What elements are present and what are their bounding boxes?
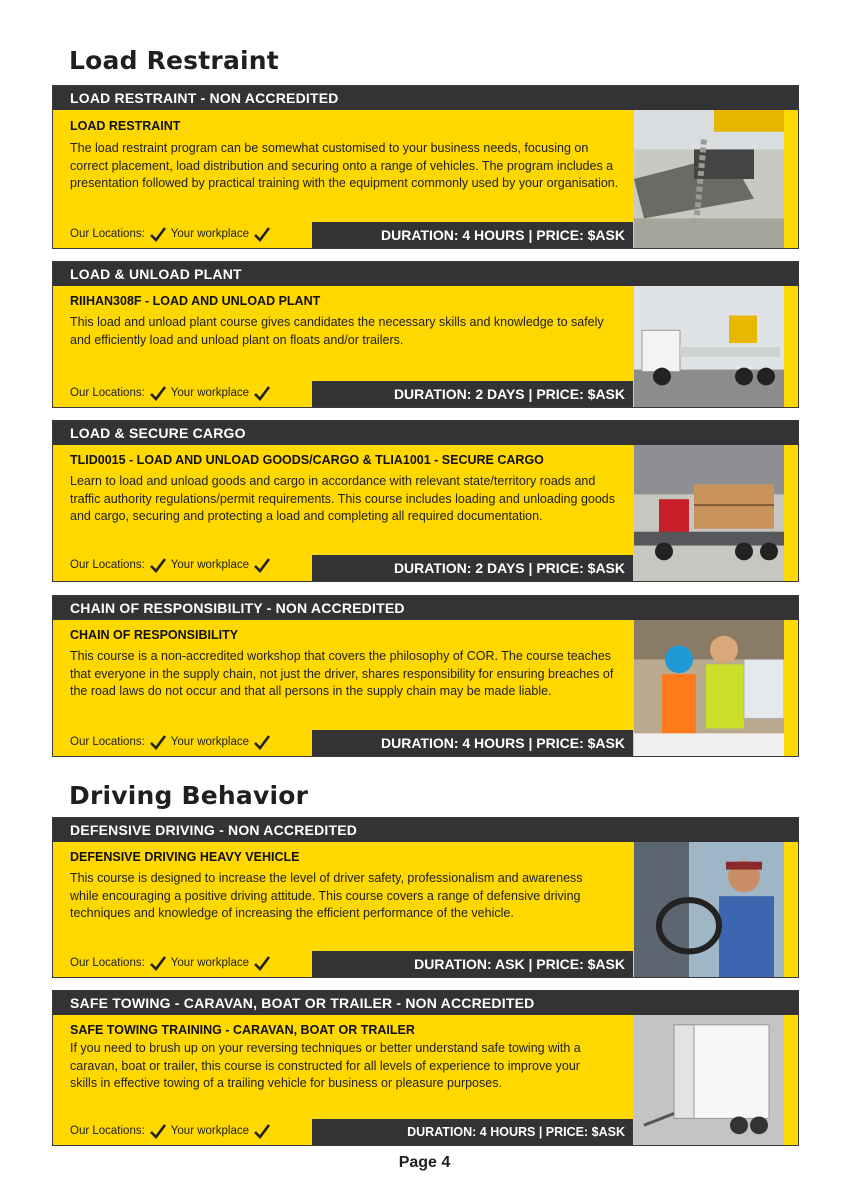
duration-price-text: DURATION: 4 HOURS | PRICE: $ASK — [380, 735, 625, 751]
course-description: Learn to load and unload goods and cargo in accordance with relevant state/territory roads and traffic authority regulations/permit requirements. This course includes loading and unloading goods and cargo, securing and protecting a load and completing all required documentation. — [70, 474, 615, 524]
checkmark-icon — [149, 734, 167, 750]
card-header: DEFENSIVE DRIVING - NON ACCREDITED — [53, 818, 798, 842]
accent-strip — [785, 286, 798, 407]
enclosed-trailer-photo — [634, 1015, 784, 1145]
truck-driver-photo — [634, 842, 784, 977]
locations-row — [70, 955, 271, 971]
checkmark-icon — [149, 1123, 167, 1139]
accent-strip — [785, 1015, 798, 1145]
checkmark-icon — [253, 1123, 271, 1139]
duration-price-bar — [312, 222, 633, 248]
accent-strip — [785, 620, 798, 756]
course-description: This course is a non-accredited workshop that covers the philosophy of COR. The course teaches that everyone in the supply chain, not just the driver, shares responsibility for ensuring breaches of the road laws do not occur and that all persons in the supply chain may be made liable. — [70, 649, 614, 699]
duration-price-bar — [312, 555, 633, 581]
chained-bulldozer-photo — [634, 110, 784, 248]
course-card-chain-of-responsibility — [52, 595, 799, 757]
accent-strip — [785, 445, 798, 581]
course-description: The load restraint program can be somewhat customised to your business needs, focusing on correct placement, load distribution and securing onto a range of vehicles. The program includes a presentation followed by practical training with the equipment commonly used by your organisation. — [70, 141, 619, 191]
course-name: RIIHAN308F - LOAD AND UNLOAD PLANT — [70, 294, 321, 308]
duration-price-text: DURATION: 4 HOURS | PRICE: $ASK — [407, 1125, 625, 1139]
section-title-driving-behavior: Driving Behavior — [69, 781, 309, 810]
duration-price-bar — [312, 730, 633, 756]
workplace-label: Your workplace — [170, 559, 250, 571]
truck-with-excavator-photo — [634, 286, 784, 407]
course-description: If you need to brush up on your reversing techniques or better understand safe towing with a caravan, boat or trailer, this course is constructed for all levels of experience to improve your skills in effective towing of a trailing vehicle for business or pleasure purposes. — [70, 1041, 581, 1091]
course-card-defensive-driving — [52, 817, 799, 978]
course-description: This course is designed to increase the level of driver safety, professionalism and awareness while encouraging a positive driving attitude. This course covers a range of defensive driving techniques and knowledge of increasing the efficient performance of the vehicle. — [70, 871, 583, 921]
course-card-load-secure-cargo — [52, 420, 799, 582]
course-description: This load and unload plant course gives candidates the necessary skills and knowledge to safely and efficiently load and unload plant on floats and/or trailers. — [70, 315, 604, 347]
locations-row — [70, 226, 271, 242]
card-header: LOAD RESTRAINT - NON ACCREDITED — [53, 86, 798, 110]
locations-row — [70, 1123, 271, 1139]
locations-label: Our Locations: — [70, 387, 145, 399]
checkmark-icon — [253, 226, 271, 242]
locations-label: Our Locations: — [70, 957, 145, 969]
page-number: Page 4 — [398, 1154, 451, 1171]
duration-price-text: DURATION: 2 DAYS | PRICE: $ASK — [393, 386, 625, 402]
card-header: LOAD & SECURE CARGO — [53, 421, 798, 445]
course-name: CHAIN OF RESPONSIBILITY — [70, 628, 239, 642]
workplace-label: Your workplace — [170, 228, 250, 240]
checkmark-icon — [253, 557, 271, 573]
course-card-load-unload-plant — [52, 261, 799, 408]
checkmark-icon — [149, 557, 167, 573]
course-name: DEFENSIVE DRIVING HEAVY VEHICLE — [70, 850, 300, 864]
accent-strip — [785, 110, 798, 248]
course-card-load-restraint — [52, 85, 799, 249]
section-title-load-restraint: Load Restraint — [69, 46, 279, 75]
locations-label: Our Locations: — [70, 736, 145, 748]
course-name: SAFE TOWING TRAINING - CARAVAN, BOAT OR TRAILER — [70, 1023, 415, 1037]
duration-price-bar — [312, 951, 633, 977]
workplace-label: Your workplace — [170, 1125, 250, 1137]
locations-row — [70, 385, 271, 401]
checkmark-icon — [149, 955, 167, 971]
locations-label: Our Locations: — [70, 559, 145, 571]
course-name: LOAD RESTRAINT — [70, 119, 181, 133]
checkmark-icon — [253, 734, 271, 750]
locations-row — [70, 557, 271, 573]
workplace-label: Your workplace — [170, 736, 250, 748]
locations-label: Our Locations: — [70, 228, 145, 240]
workplace-label: Your workplace — [170, 387, 250, 399]
warehouse-workers-computer-photo — [634, 620, 784, 756]
locations-row — [70, 734, 271, 750]
forklift-loading-truck-photo — [634, 445, 784, 581]
checkmark-icon — [253, 955, 271, 971]
accent-strip — [785, 842, 798, 977]
locations-label: Our Locations: — [70, 1125, 145, 1137]
card-header: SAFE TOWING - CARAVAN, BOAT OR TRAILER - NON ACCREDITED — [53, 991, 798, 1015]
course-name: TLID0015 - LOAD AND UNLOAD GOODS/CARGO & TLIA1001 - SECURE CARGO — [70, 453, 544, 467]
duration-price-text: DURATION: 4 HOURS | PRICE: $ASK — [380, 227, 625, 243]
checkmark-icon — [253, 385, 271, 401]
checkmark-icon — [149, 385, 167, 401]
card-header: LOAD & UNLOAD PLANT — [53, 262, 798, 286]
duration-price-bar — [312, 381, 633, 407]
card-header: CHAIN OF RESPONSIBILITY - NON ACCREDITED — [53, 596, 798, 620]
checkmark-icon — [149, 226, 167, 242]
course-card-safe-towing — [52, 990, 799, 1146]
duration-price-bar — [312, 1119, 633, 1145]
workplace-label: Your workplace — [170, 957, 250, 969]
duration-price-text: DURATION: ASK | PRICE: $ASK — [414, 956, 625, 972]
duration-price-text: DURATION: 2 DAYS | PRICE: $ASK — [393, 560, 625, 576]
